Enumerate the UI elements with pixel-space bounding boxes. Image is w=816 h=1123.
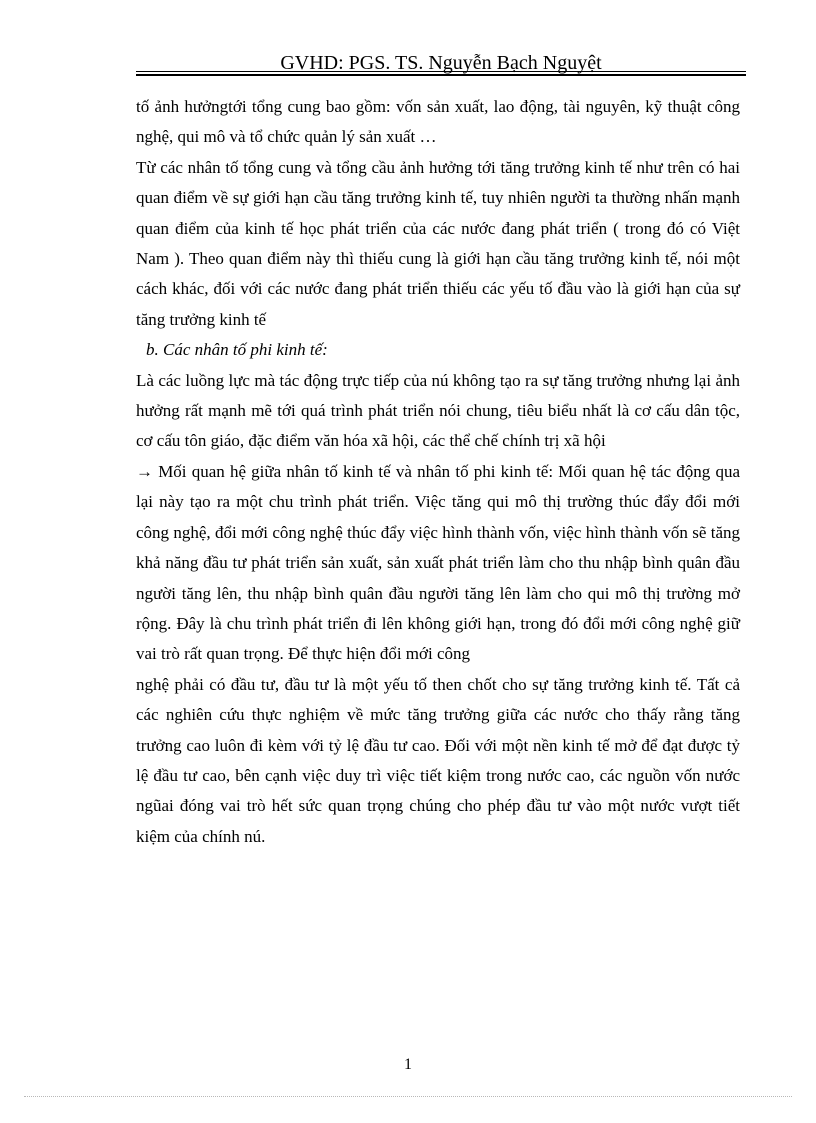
- header-rule-thin: [136, 71, 746, 72]
- paragraph-2: Từ các nhân tố tổng cung và tổng cầu ảnh hưởng tới tăng trưởng kinh tế như trên có hai quan điểm về sự giới hạn cầu tăng trưởng kinh tế, tuy nhiên người ta thường nhấn mạnh quan điểm của kinh tế học phát triển của các nước đang phát triển ( trong đó có Việt Nam ). Theo quan điểm này thì thiếu cung là giới hạn cầu tăng trưởng kinh tế, nói một cách khác, đối với các nước đang phát triển thiếu các yếu tố đầu vào là giới hạn của sự tăng trưởng kinh tế: [136, 157, 740, 329]
- paragraph-1: tố ảnh hưởngtới tổng cung bao gồm: vốn sản xuất, lao động, tài nguyên, kỹ thuật công nghệ, qui mô và tổ chức quản lý sản xuất …: [136, 97, 740, 147]
- section-heading-b: b. Các nhân tố phi kinh tế:: [146, 340, 328, 360]
- paragraph-4: → Mối quan hệ giữa nhân tố kinh tế và nhân tố phi kinh tế: Mối quan hệ tác động qua lại này tạo ra một chu trình phát triển. Việc tăng qui mô thị trường thúc đẩy đổi mới công nghệ, đổi mới công nghệ thúc đẩy việc hình thành vốn, việc hình thành vốn sẽ tăng khả năng đầu tư phát triển sản xuất, sản xuất phát triển làm cho thu nhập bình quân đầu người tăng lên, thu nhập bình quân đầu người tăng lên làm cho qui mô thị trường mở rộng. Đây là chu trình phát triển đi lên không giới hạn, trong đó đổi mới công nghệ giữ vai trò rất quan trọng. Để thực hiện đổi mới công: [136, 461, 740, 664]
- page-header: GVHD: PGS. TS. Nguyễn Bạch Nguyệt: [280, 52, 602, 74]
- header-rule-thick: [136, 74, 746, 76]
- page-number: 1: [404, 1056, 412, 1073]
- document-body: [136, 92, 740, 852]
- paragraph-5: nghệ phải có đầu tư, đầu tư là một yếu tố then chốt cho sự tăng trưởng kinh tế. Tất cả các nghiên cứu thực nghiệm về mức tăng trưởng giữa các nước cho thấy rằng tăng trưởng cao luôn đi kèm với tỷ lệ đầu tư cao. Đối với một nền kinh tế mở để đạt được tỷ lệ đầu tư cao, bên cạnh việc duy trì việc tiết kiệm trong nước cao, các nguồn vốn nước ngũai đóng vai trò hết sức quan trọng chúng cho phép đầu tư vào một nước vượt tiết kiệm của chính nú.: [136, 674, 740, 846]
- paragraph-3: Là các luồng lực mà tác động trực tiếp của nú không tạo ra sự tăng trưởng nhưng lại ảnh hưởng rất mạnh mẽ tới quá trình phát triển nói chung, tiêu biểu nhất là cơ cấu dân tộc, cơ cấu tôn giáo, đặc điểm văn hóa xã hội, các thể chế chính trị xã hội: [136, 370, 740, 451]
- page-bottom-rule: [24, 1096, 792, 1097]
